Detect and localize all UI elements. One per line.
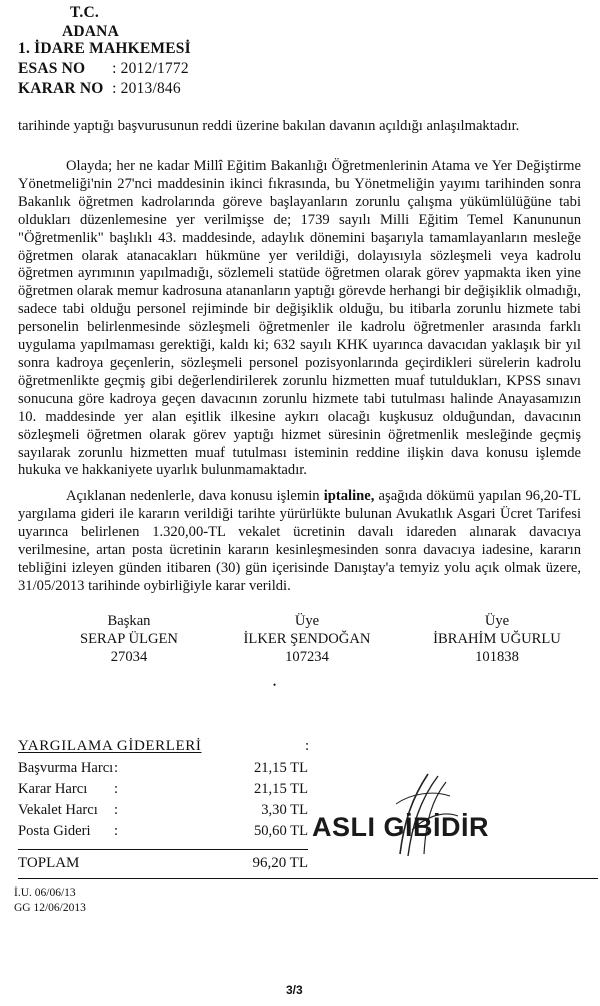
signature-role: Üye [294, 613, 320, 629]
cost-colon: : [114, 823, 119, 839]
karar-value: : 2013/846 [112, 80, 181, 97]
cost-colon: : [114, 760, 119, 776]
cost-name: Vekalet Harcı [18, 802, 98, 818]
costs-title: YARGILAMA GİDERLERİ [18, 738, 202, 754]
cost-row [18, 802, 308, 822]
total-label: TOPLAM [18, 855, 80, 871]
header-karar-no [18, 80, 181, 98]
header-esas-no [18, 60, 189, 78]
cost-name: Başvurma Harcı [18, 760, 114, 776]
signature-number: 27034 [110, 649, 148, 665]
signature-name: İLKER ŞENDOĞAN [243, 631, 371, 647]
cost-colon: : [114, 802, 119, 818]
costs-title-colon: : [305, 738, 310, 754]
cost-name: Posta Gideri [18, 823, 91, 839]
cost-amount: 3,30 TL [261, 802, 308, 818]
header-court-name: 1. İDARE MAHKEMESİ [18, 40, 191, 57]
cost-amount: 50,60 TL [253, 823, 308, 839]
signature-number: 107234 [285, 649, 329, 665]
esas-value: : 2012/1772 [112, 60, 189, 77]
signature-name: İBRAHİM UĞURLU [433, 631, 561, 647]
signature-member-1 [232, 612, 382, 666]
signature-number: 101838 [475, 649, 519, 665]
ink-mark: • [273, 680, 277, 690]
cost-row [18, 823, 308, 843]
verdict-text-after: aşağıda dökümü yapılan 96,20-TL yargılama gideri ile kararın verildiği tarihte yürürlükte bulunan Avukatlık Asgari Ücret Tarifesi uyarınca belirlenen 1.320,00-TL vekalet ücretinin davalı idareden alınarak davacıya verilmesine, artan posta ücretinin kararın kesinleşmesinden sonra davacıya iadesine, kararın tebliğini izleyen günden itibaren (30) gün içerisinde Danıştay'a temyiz yolu açık olmak üzere, 31/05/2013 tarihinde oybirliğiyle karar verildi. [18, 488, 581, 594]
header-republic: T.C. [70, 4, 99, 21]
verdict-decision: iptaline, [323, 488, 375, 504]
cost-row [18, 781, 308, 801]
paragraph-verdict [18, 488, 581, 595]
note-gg: GG 12/06/2013 [14, 902, 86, 914]
stamp-text: ASLI GİBİDİR [312, 812, 490, 842]
total-divider [18, 849, 308, 850]
header-city: ADANA [62, 23, 119, 40]
paragraph-intro: tarihinde yaptığı başvurusunun reddi üzerine bakılan davanın açıldığı anlaşılmaktadır. [18, 118, 520, 134]
cost-name: Karar Harcı [18, 781, 88, 797]
signature-name: SERAP ÜLGEN [80, 631, 178, 647]
total-amount: 96,20 TL [252, 855, 308, 871]
verdict-text-before: Açıklanan nedenlerle, dava konusu işlemin [66, 488, 324, 504]
cost-amount: 21,15 TL [253, 781, 308, 797]
asli-gibidir-stamp [300, 770, 490, 860]
karar-label: KARAR NO [18, 80, 104, 97]
cost-colon: : [114, 781, 119, 797]
signature-role: Başkan [107, 613, 151, 629]
paragraph-reasoning: Olayda; her ne kadar Millî Eğitim Bakanlığı Öğretmenlerinin Atama ve Yer Değiştirme Yönetmeliği'nin 27'nci maddesinin ikinci fıkrasında, bu Yönetmeliğin yayımı tarihinden sonra Bakanlık öğretmen kadrolarında göreve başlayanların zorunlu çalışma yükümlülüğüne tabi oldukları düzenlemesine yer verilmişse de; 1739 sayılı Milli Eğitim Temel Kanununun "Öğretmenlik" başlıklı 43. maddesinde, adaylık dönemini başarıyla tamamlayanların mesleğe öğretmen olarak atanacakları hükmüne yer verildiği, dolayısıyla sözleşmeli veya kadrolu öğretmen ayrımının yapılmadığı, sözlemeli statüde öğretmen olarak görev yapmakta iken yine öğretmen olarak memur kadrosuna atananların yaptığı görevde herhangi bir değişiklik olmadığı, sadece tabi olduğu personel rejiminde bir değişiklik olduğu, bu itibarla zorunlu hizmete tabi personelin belirlenmesinde sözleşmeli öğretmenler ile kadrolu öğretmenler arasında farklı uygulama yapılmaması gerektiği, kaldı ki; 632 sayılı KHK uyarınca davacıdan yaklaşık bir yıl sonra kadroya geçenlerin, sözleşmeli personel pozisyonlarında geçirdikleri sürelerin kadrolu öğretmenlikte geçmiş gibi değerlendirilerek zorunlu hizmetten muaf tutuldukları, KPSS sınavı sonucuna göre kadroya geçen davacının zorunlu hizmete tabi tutulması halinde Anayasamızın 10. maddesinde yer alan eşitlik ilkesine aykırı olacağı kuşkusuz olduğundan, davacının sözleşmeli öğretmen olarak görev yaptığı hizmet süresinin öğretmenlik mesleğinde geçmiş sayılarak zorunlu hizmetten muaf tutulması isteminin reddine ilişkin dava konusu işlemde hukuka ve hakkaniyete uyarlık bulunmamaktadır. [18, 158, 581, 479]
note-iu: İ.U. 06/06/13 [14, 887, 76, 899]
page-number: 3/3 [286, 983, 303, 997]
bottom-divider [18, 878, 598, 879]
signature-member-2 [422, 612, 572, 666]
esas-label: ESAS NO [18, 60, 86, 77]
signature-president [64, 612, 194, 666]
signature-role: Üye [484, 613, 510, 629]
cost-amount: 21,15 TL [253, 760, 308, 776]
cost-row [18, 760, 308, 780]
